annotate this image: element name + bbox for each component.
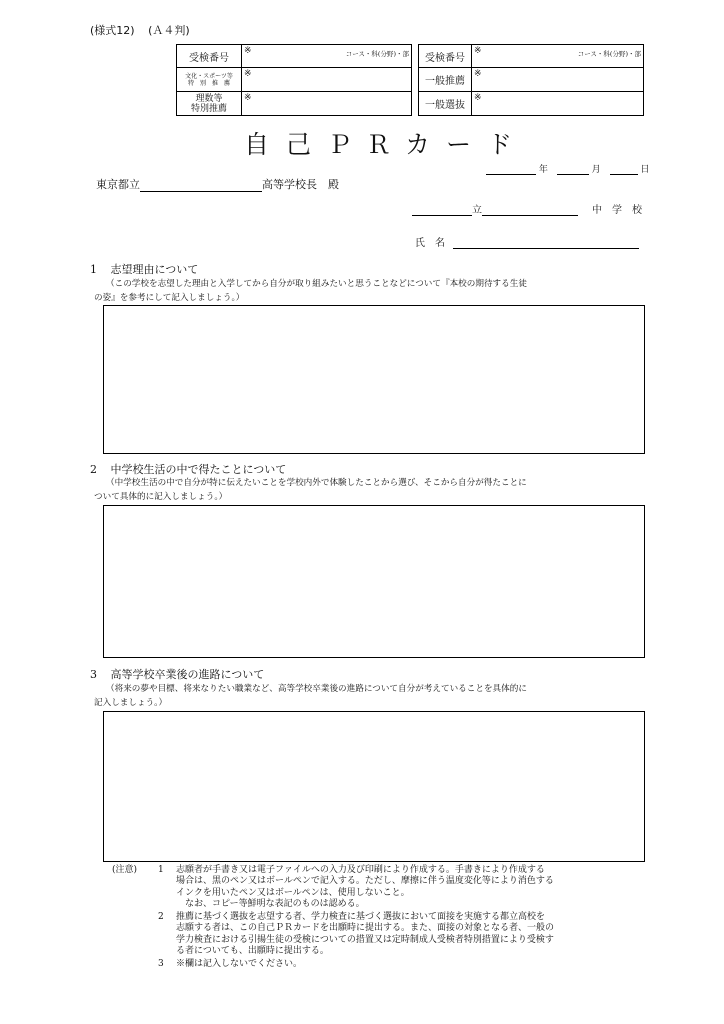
desc-line: ついて具体的に記入しましょう。） — [94, 492, 228, 502]
general-recommendation-field[interactable] — [472, 68, 644, 92]
culture-sports-field[interactable] — [242, 68, 412, 92]
prefecture-blank[interactable] — [412, 203, 472, 216]
name-row — [415, 234, 639, 249]
desc-line: （この学校を志望した理由と入学してから自分が取り組みたいと思うことなどについて『本校の期待する生徒 — [106, 279, 527, 289]
section-number: 3 — [90, 668, 97, 681]
paper-size: (Ａ４判) — [148, 24, 190, 37]
section-number: 2 — [90, 463, 97, 476]
day-label: 日 — [640, 165, 650, 175]
general-selection-field[interactable] — [472, 92, 644, 116]
star-mark: ※ — [474, 93, 482, 103]
desc-line: （将来の夢や目標、将来なりたい職業など、高等学校卒業後の進路について自分が考えていることを具体的に — [106, 684, 527, 694]
year-blank[interactable] — [486, 162, 536, 175]
date-row — [486, 162, 649, 175]
id-table-right — [418, 44, 644, 116]
note-number: 2 — [158, 912, 164, 922]
desc-line: の姿』を参考にして記入しましょう。） — [94, 293, 245, 303]
section-heading: 高等学校卒業後の進路について — [110, 668, 265, 681]
junior-high-blank[interactable] — [482, 203, 578, 216]
culture-sports-line2: 特 別 推 薦 — [187, 79, 230, 87]
section-1-answer-box[interactable] — [103, 305, 645, 454]
course-label: コース・科(分野)・部 — [345, 50, 409, 58]
school-name-blank[interactable] — [140, 179, 262, 192]
month-label: 月 — [591, 165, 601, 175]
note-item — [158, 912, 638, 958]
form-identifier — [90, 22, 190, 38]
general-recommendation-label: 一般推薦 — [419, 68, 472, 92]
star-mark: ※ — [474, 46, 482, 56]
day-blank[interactable] — [610, 162, 638, 175]
science-field[interactable] — [242, 92, 412, 116]
year-label: 年 — [538, 165, 548, 175]
exam-number-field[interactable] — [472, 45, 644, 68]
exam-number-label: 受検番号 — [177, 45, 242, 68]
note-line: る者についても、出願時に提出する。 — [176, 946, 329, 957]
note-line: なお、コピー等鮮明な表記のものは認める。 — [176, 899, 365, 910]
section-3-title — [90, 666, 264, 682]
note-number: 1 — [158, 865, 164, 875]
course-label: コース・科(分野)・部 — [577, 50, 641, 58]
note-number: 3 — [158, 959, 164, 969]
addressee-prefix: 東京都立 — [96, 178, 140, 191]
science-recommendation-label — [177, 92, 242, 116]
star-mark: ※ — [244, 46, 252, 56]
section-2-description — [94, 476, 645, 504]
title-char: 己 — [286, 130, 312, 159]
section-heading: 中学校生活の中で得たことについて — [110, 463, 287, 476]
title-char: ー — [446, 130, 472, 159]
note-line: 学力検査における引揚生徒の受検についての措置又は定時制成人受検者特別措置により受検す — [176, 934, 554, 945]
section-2-title — [90, 461, 286, 477]
month-blank[interactable] — [557, 162, 589, 175]
note-item — [158, 959, 638, 970]
section-2-answer-box[interactable] — [103, 505, 645, 658]
ritsu-label: 立 — [472, 205, 482, 216]
desc-line: （中学校生活の中で自分が特に伝えたいことを学校内外で体験したことから選び、そこから自分が得たことに — [106, 478, 527, 488]
form-number: (様式12) — [90, 24, 135, 37]
name-label: 氏 名 — [415, 238, 445, 249]
section-heading: 志望理由について — [110, 263, 199, 276]
desc-line: 記入しましょう。） — [94, 698, 168, 708]
title-char: 自 — [244, 130, 270, 159]
exam-number-label: 受検番号 — [419, 45, 472, 68]
title-char: Ｒ — [366, 130, 392, 159]
title-char: カ — [405, 130, 431, 159]
title-char: Ｐ — [327, 130, 353, 159]
notes-label: (注意) — [112, 865, 138, 875]
note-line: 推薦に基づく選抜を志望する者、学力検査に基づく選抜において面接を実施する都立高校を — [176, 912, 546, 922]
star-mark: ※ — [244, 69, 252, 79]
star-mark: ※ — [244, 93, 252, 103]
id-table-left — [176, 44, 412, 116]
section-3-description — [94, 682, 645, 710]
note-line: ※欄は記入しないでください。 — [176, 959, 303, 969]
note-line: 志願者が手書き又は電子ファイルへの入力及び印刷により作成する。手書きにより作成する — [176, 865, 545, 875]
exam-number-field[interactable] — [242, 45, 412, 68]
note-line: 志願する者は、この自己ＰＲカードを出願時に提出する。また、面接の対象となる者、一般の — [176, 923, 555, 934]
note-line: 場合は、黒のペン又はボールペンで記入する。ただし、摩擦に伴う温度変化等により消色する — [176, 876, 554, 887]
addressee-row — [96, 176, 339, 192]
junior-high-row — [412, 201, 642, 216]
note-line: インクを用いたペン又はボールペンは、使用しないこと。 — [176, 887, 410, 898]
name-blank[interactable] — [453, 236, 639, 249]
section-number: 1 — [90, 263, 97, 276]
title-char: ド — [487, 130, 513, 159]
culture-sports-line1: 文化・スポーツ等 — [185, 72, 233, 80]
culture-sports-recommendation-label — [177, 68, 242, 92]
science-line1: 理数等 — [195, 93, 223, 104]
science-line2: 特別推薦 — [190, 103, 227, 114]
addressee-suffix: 高等学校長 殿 — [262, 178, 339, 191]
star-mark: ※ — [474, 69, 482, 79]
note-item — [158, 865, 638, 911]
section-1-description — [94, 277, 645, 305]
general-selection-label: 一般選抜 — [419, 92, 472, 116]
section-1-title — [90, 261, 198, 277]
chugakko-label: 中 学 校 — [592, 205, 642, 216]
section-3-answer-box[interactable] — [103, 711, 645, 862]
